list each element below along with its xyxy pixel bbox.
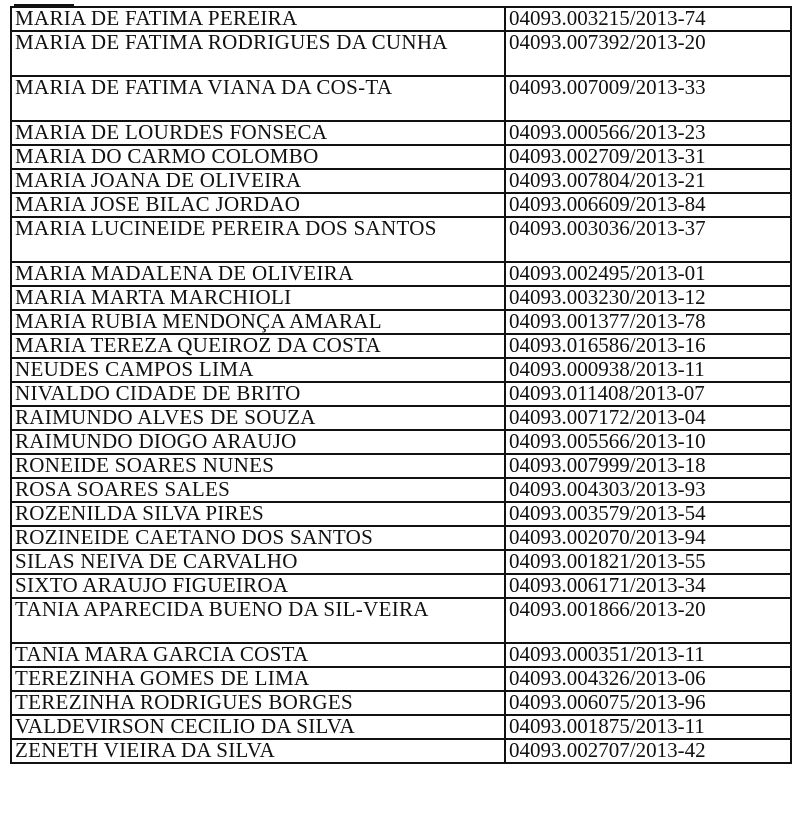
name-cell: ZENETH VIEIRA DA SILVA (11, 739, 505, 763)
process-number-cell: 04093.001821/2013-55 (505, 550, 791, 574)
table-row (11, 76, 791, 121)
process-number-cell: 04093.003215/2013-74 (505, 7, 791, 31)
table-row (11, 286, 791, 310)
table-row (11, 7, 791, 31)
name-cell: ROZINEIDE CAETANO DOS SANTOS (11, 526, 505, 550)
process-number-cell: 04093.006171/2013-34 (505, 574, 791, 598)
table-row (11, 262, 791, 286)
name-cell: SILAS NEIVA DE CARVALHO (11, 550, 505, 574)
name-cell: MARIA TEREZA QUEIROZ DA COSTA (11, 334, 505, 358)
table-row (11, 667, 791, 691)
process-number-cell: 04093.016586/2013-16 (505, 334, 791, 358)
process-number-cell: 04093.002709/2013-31 (505, 145, 791, 169)
name-process-table (10, 6, 792, 764)
table-row (11, 502, 791, 526)
name-cell: RONEIDE SOARES NUNES (11, 454, 505, 478)
table-row (11, 478, 791, 502)
process-number-cell: 04093.001866/2013-20 (505, 598, 791, 643)
table-row (11, 406, 791, 430)
process-number-cell: 04093.000566/2013-23 (505, 121, 791, 145)
table-row (11, 643, 791, 667)
process-number-cell: 04093.007009/2013-33 (505, 76, 791, 121)
name-cell: MARIA DE FATIMA RODRIGUES DA CUNHA (11, 31, 505, 76)
table-row (11, 145, 791, 169)
process-number-cell: 04093.001875/2013-11 (505, 715, 791, 739)
name-cell: MARIA LUCINEIDE PEREIRA DOS SANTOS (11, 217, 505, 262)
process-number-cell: 04093.002707/2013-42 (505, 739, 791, 763)
name-cell: MARIA DE FATIMA PEREIRA (11, 7, 505, 31)
table-row (11, 193, 791, 217)
table-row (11, 358, 791, 382)
table-row (11, 526, 791, 550)
process-number-cell: 04093.002495/2013-01 (505, 262, 791, 286)
name-cell: MARIA MARTA MARCHIOLI (11, 286, 505, 310)
process-number-cell: 04093.007172/2013-04 (505, 406, 791, 430)
process-number-cell: 04093.003036/2013-37 (505, 217, 791, 262)
table-row (11, 121, 791, 145)
name-cell: VALDEVIRSON CECILIO DA SILVA (11, 715, 505, 739)
name-cell: NIVALDO CIDADE DE BRITO (11, 382, 505, 406)
name-cell: SIXTO ARAUJO FIGUEIROA (11, 574, 505, 598)
process-number-cell: 04093.003230/2013-12 (505, 286, 791, 310)
table-row (11, 382, 791, 406)
table-row (11, 430, 791, 454)
process-number-cell: 04093.004326/2013-06 (505, 667, 791, 691)
table-row (11, 550, 791, 574)
process-number-cell: 04093.000938/2013-11 (505, 358, 791, 382)
process-number-cell: 04093.002070/2013-94 (505, 526, 791, 550)
name-cell: TEREZINHA RODRIGUES BORGES (11, 691, 505, 715)
table-body (11, 7, 791, 763)
table-row (11, 691, 791, 715)
table-row (11, 598, 791, 643)
table-row (11, 715, 791, 739)
name-cell: MARIA DE LOURDES FONSECA (11, 121, 505, 145)
process-number-cell: 04093.007392/2013-20 (505, 31, 791, 76)
name-cell: RAIMUNDO DIOGO ARAUJO (11, 430, 505, 454)
process-number-cell: 04093.011408/2013-07 (505, 382, 791, 406)
process-number-cell: 04093.003579/2013-54 (505, 502, 791, 526)
name-cell: MARIA DE FATIMA VIANA DA COS-TA (11, 76, 505, 121)
name-cell: ROSA SOARES SALES (11, 478, 505, 502)
name-cell: MARIA MADALENA DE OLIVEIRA (11, 262, 505, 286)
process-number-cell: 04093.000351/2013-11 (505, 643, 791, 667)
table-row (11, 31, 791, 76)
name-cell: NEUDES CAMPOS LIMA (11, 358, 505, 382)
table-row (11, 310, 791, 334)
table-row (11, 217, 791, 262)
name-cell: MARIA JOSE BILAC JORDAO (11, 193, 505, 217)
process-number-cell: 04093.004303/2013-93 (505, 478, 791, 502)
table-row (11, 454, 791, 478)
process-number-cell: 04093.007999/2013-18 (505, 454, 791, 478)
process-number-cell: 04093.005566/2013-10 (505, 430, 791, 454)
table-row (11, 334, 791, 358)
table-row (11, 169, 791, 193)
process-number-cell: 04093.001377/2013-78 (505, 310, 791, 334)
process-number-cell: 04093.006609/2013-84 (505, 193, 791, 217)
name-cell: ROZENILDA SILVA PIRES (11, 502, 505, 526)
process-number-cell: 04093.006075/2013-96 (505, 691, 791, 715)
name-cell: RAIMUNDO ALVES DE SOUZA (11, 406, 505, 430)
name-cell: MARIA RUBIA MENDONÇA AMARAL (11, 310, 505, 334)
name-cell: TANIA APARECIDA BUENO DA SIL-VEIRA (11, 598, 505, 643)
name-cell: TANIA MARA GARCIA COSTA (11, 643, 505, 667)
table-row (11, 574, 791, 598)
table-row (11, 739, 791, 763)
name-cell: MARIA DO CARMO COLOMBO (11, 145, 505, 169)
name-cell: TEREZINHA GOMES DE LIMA (11, 667, 505, 691)
process-number-cell: 04093.007804/2013-21 (505, 169, 791, 193)
name-cell: MARIA JOANA DE OLIVEIRA (11, 169, 505, 193)
